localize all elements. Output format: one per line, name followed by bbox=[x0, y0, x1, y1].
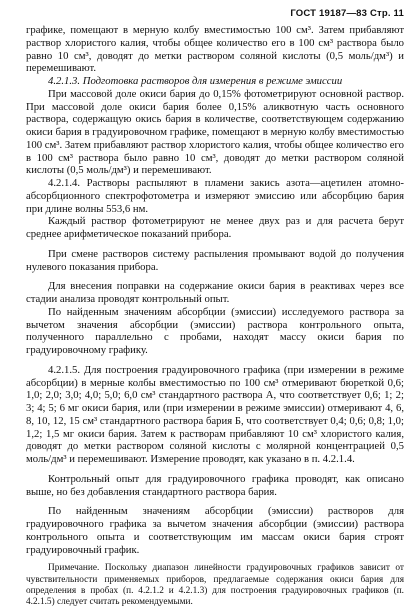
page-header: ГОСТ 19187—83 Стр. 11 bbox=[290, 8, 404, 19]
section-heading-4-2-1-3: 4.2.1.3. Подготовка растворов для измерения в режиме эмиссии bbox=[48, 75, 343, 87]
paragraph-control-graph: Контрольный опыт для градуировочного графика проводят, как описано выше, но без добавления стандартного раствора бария. bbox=[26, 472, 404, 498]
paragraph-4-2-1-4: 4.2.1.4. Растворы распыляют в пламени закись азота—ацетилен атомно-абсорбционного спектрофотометра и измеряют эмиссию или абсорбцию бария при длине волны 553,6 нм. bbox=[26, 177, 404, 215]
paragraph-4-2-1-5: 4.2.1.5. Для построения градуировочного графика (при измерении в режиме абсорбции) в мерные колбы вместимостью по 100 см³ отмеривают бюреткой 0,6; 1,0; 2,0; 3,0; 4,0; 5,0; 6,0 см³ стандартного раствора А, что соответствует 0,6; 1; 2; 3; 4; 5; 6 мг окиси бария, или (при измерении в режиме эмиссии) отмеривают 4, 6, 8, 10, 12, 15 см³ стандартного раствора бария Б, что соответствует 0,4; 0,6; 0,8; 1,0; 1,2; 1,5 мг окиси бария. Затем к растворам прибавляют 10 см³ хлористого калия, доводят до метки раствором соляной кислоты с молярной концентрацией 0,5 моль/дм³ и перемешивают. Измерение проводят, как указано в п. 4.2.1.4. bbox=[26, 363, 404, 465]
paragraph-continuation: графике, помещают в мерную колбу вместимостью 100 см³. Затем прибавляют раствор хлористого калия, чтобы общее количество его в 100 см³ раствора было равно 10 см³, доводят до метки раствором соляной кислоты (0,5 моль/дм³) и перемешивают. bbox=[26, 24, 404, 75]
paragraph-emission-prep: При массовой доле окиси бария до 0,15% фотометрируют основной раствор. При массовой доле окиси бария более 0,15% аликвотную часть основного раствора, содержащую окись бария в количестве, соответствующем содержанию окиси бария в градуировочном графике, помещают в мерную колбу вместимостью 100 см³. Затем прибавляют раствор хлористого калия, чтобы общее количество его в 100 см³ раствора было равно 10 см³, доводят до метки раствором соляной кислоты (0,5 моль/дм³) и перемешивают. bbox=[26, 87, 404, 177]
footnote-note bbox=[26, 563, 404, 608]
footnote-text: Примечание. Поскольку диапазон линейности градуировочных графиков зависит от чувствительности применяемых приборов, предлагаемые содержания окиси бария для определения в пробах (п. 4.2.1.2 и 4.2.1.3) для построения градуировочных графиков (п. 4.2.1.5) следует считать рекомендуемыми. bbox=[26, 563, 404, 608]
paragraph-control: Для внесения поправки на содержание окиси бария в реактивах через все стадии анализа проводят контрольный опыт. bbox=[26, 280, 404, 305]
paragraph-calc: По найденным значениям абсорбции (эмиссии) исследуемого раствора за вычетом значения абсорбции (эмиссии) раствора контрольного опыта, полученного параллельно с пробами, находят массу окиси бария по градуировочному графику. bbox=[26, 305, 404, 356]
paragraph-flush: При смене растворов систему распыления промывают водой до получения нулевого показания прибора. bbox=[26, 247, 404, 273]
paragraph-graph-build: По найденным значениям абсорбции (эмиссии) растворов для градуировочного графика за вычетом значения абсорбции (эмиссии) раствора контрольного опыта и соответствующим им массам окиси бария строят градуировочный график. bbox=[26, 505, 404, 556]
paragraph-photometry: Каждый раствор фотометрируют не менее двух раз и для расчета берут среднее арифметическое показаний прибора. bbox=[26, 215, 404, 240]
